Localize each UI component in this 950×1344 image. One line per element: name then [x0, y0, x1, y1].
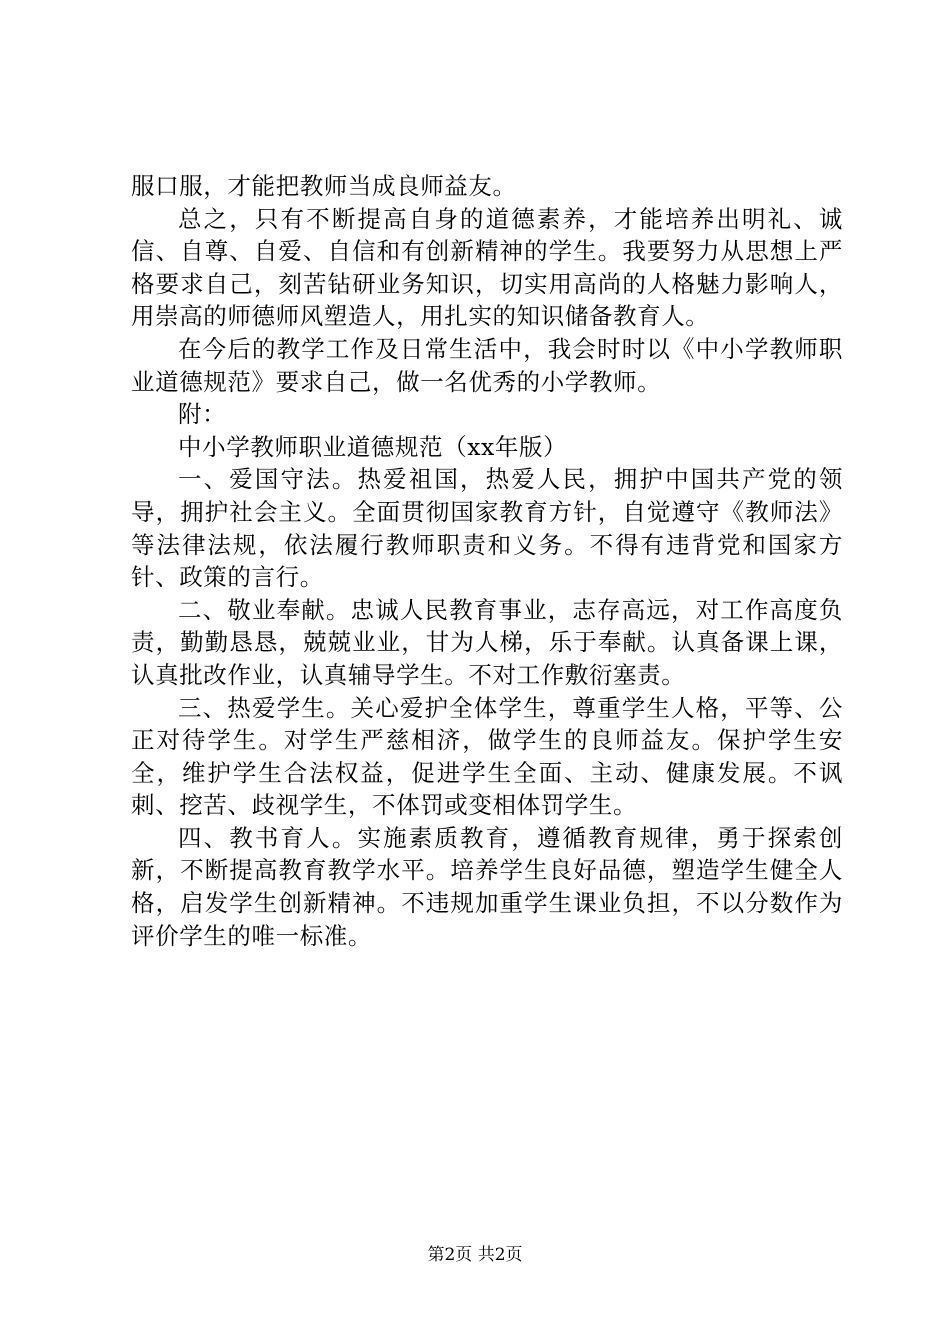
- paragraph-8: 三、热爱学生。关心爱护全体学生，尊重学生人格，平等、公正对待学生。对学生严慈相济，做学生的良师益友。保护学生安全，维护学生合法权益，促进学生全面、主动、健康发展。不讽刺、挖苦、歧视学生，不体罚或变相体罚学生。: [131, 693, 843, 820]
- paragraph-1: 服口服，才能把教师当成良师益友。: [131, 172, 517, 200]
- paragraph-9: 四、教书育人。实施素质教育，遵循教育规律，勇于探索创新，不断提高教育教学水平。培养学生良好品德，塑造学生健全人格，启发学生创新精神。不违规加重学生课业负担，不以分数作为评价学生的唯一标准。: [131, 823, 843, 950]
- document-body: [131, 170, 843, 952]
- paragraph-3: 在今后的教学工作及日常生活中，我会时时以《中小学教师职业道德规范》要求自己，做一名优秀的小学教师。: [131, 334, 843, 396]
- paragraph-7: 二、敬业奉献。忠诚人民教育事业，志存高远，对工作高度负责，勤勤恳恳，兢兢业业，甘为人梯，乐于奉献。认真备课上课，认真批改作业，认真辅导学生。不对工作敷衍塞责。: [131, 595, 843, 689]
- paragraph-5: 中小学教师职业道德规范（xx年版）: [178, 432, 568, 461]
- paragraph-4: 附：: [178, 400, 227, 429]
- paragraph-2: 总之，只有不断提高自身的道德素养，才能培养出明礼、诚信、自尊、自爱、自信和有创新精神的学生。我要努力从思想上严格要求自己，刻苦钻研业务知识，切实用高尚的人格魅力影响人，用崇高的师德师风塑造人，用扎实的知识储备教育人。: [131, 204, 843, 331]
- paragraph-6: 一、爱国守法。热爱祖国，热爱人民，拥护中国共产党的领导，拥护社会主义。全面贯彻国家教育方针，自觉遵守《教师法》等法律法规，依法履行教师职责和义务。不得有违背党和国家方针、政策的言行。: [131, 465, 843, 592]
- page-footer: 第2页 共2页: [427, 1245, 523, 1265]
